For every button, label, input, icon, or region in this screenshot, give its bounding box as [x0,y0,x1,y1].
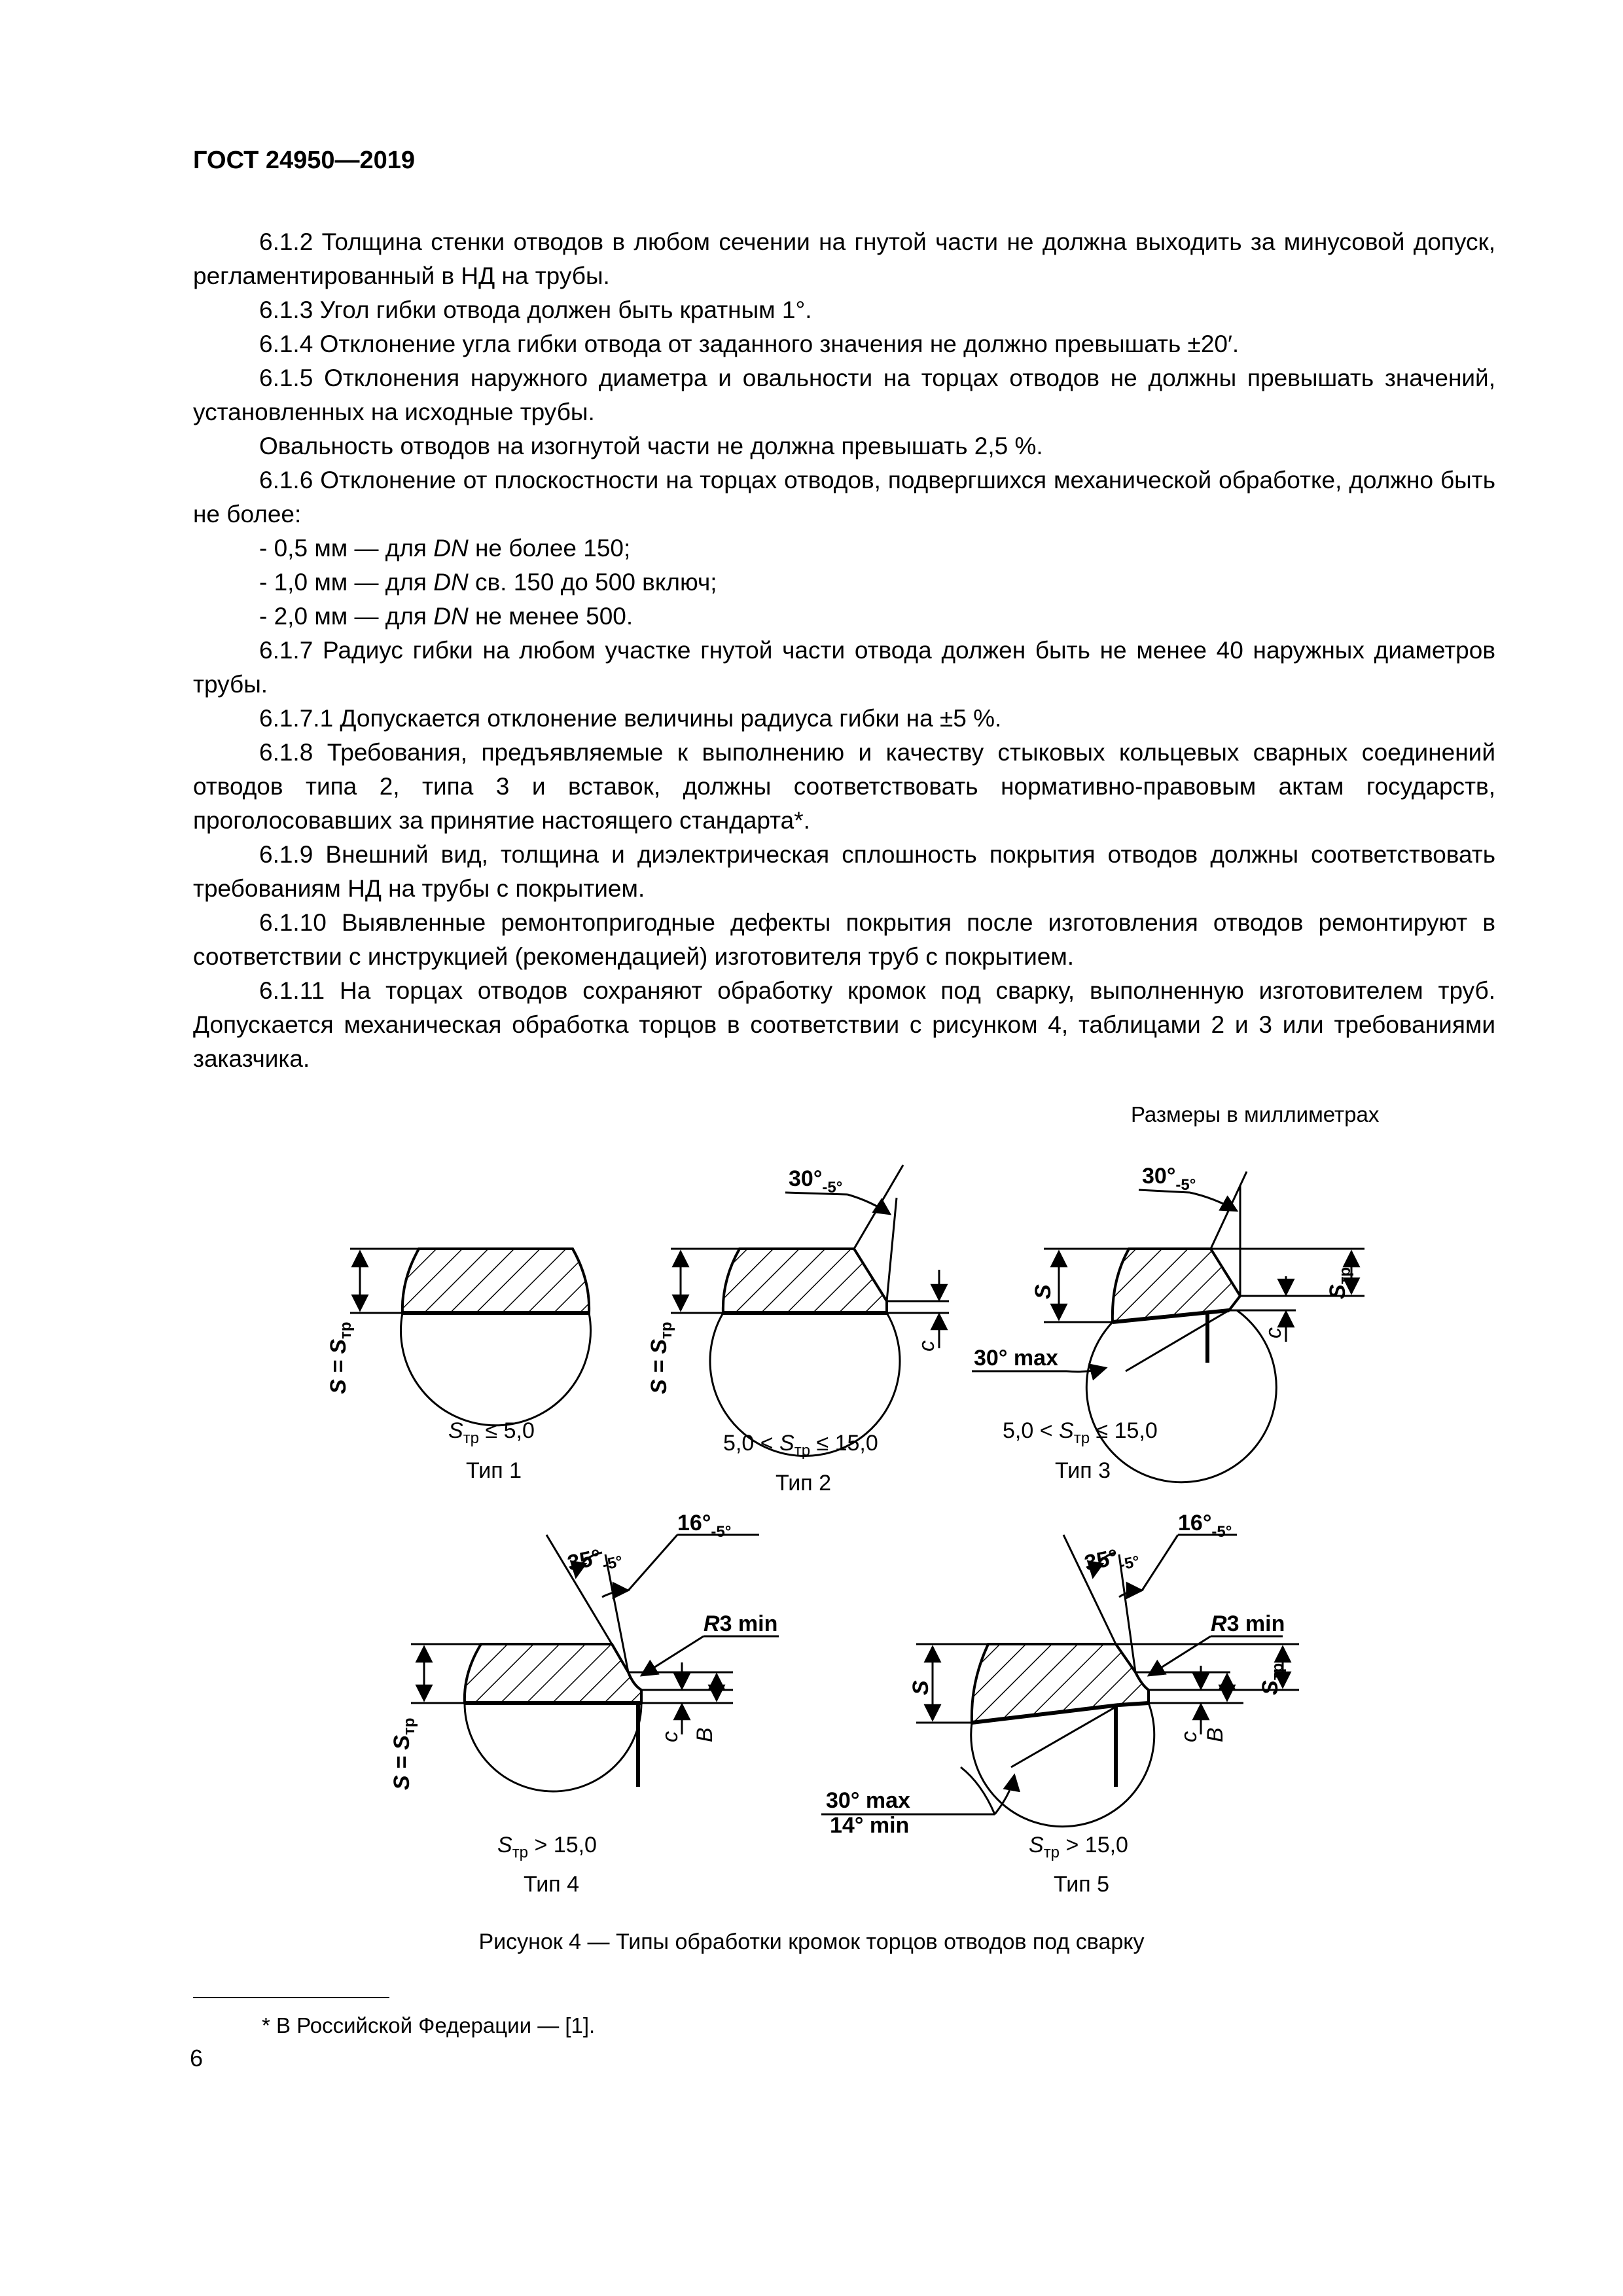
type-4-angle16-label: $16^\circ_{-5^\circ}$ [677,1511,732,1541]
list-item: - 0,5 мм — для DN не более 150; [259,535,631,562]
type-3-c-label: c [1261,1327,1286,1338]
type-5-r3-label: R3 min [1211,1611,1285,1636]
footnote: * В Российской Федерации — [1]. [262,2013,596,2037]
type-3-condition: $5,0 < S_{тр} \le 15,0$ [1003,1418,1158,1447]
footnote-divider [193,1997,389,1998]
type-4-s-label: $S = S_{тр}$ [389,1717,418,1790]
paragraph-6-1-2: 6.1.2 Толщина стенки отводов в любом сечении на гнутой части не должна выходить за минусовой допуск, регламентированный в НД на трубы. [193,228,1495,289]
type-4-name: Тип 4 [524,1872,580,1897]
type-4-condition: $S_{тр} > 15,0$ [497,1833,597,1861]
type-5-angle16-label: $16^\circ_{-5^\circ}$ [1178,1511,1232,1541]
type-3-angle-label: $30^\circ_{-5^\circ}$ [1142,1164,1196,1194]
units-note: Размеры в миллиметрах [1131,1102,1380,1126]
paragraph-6-1-10: 6.1.10 Выявленные ремонтопригодные дефекты покрытия после изготовления отводов ремонтируют в соответствии с инструкцией (рекомендацией) изготовителя труб с покрытием. [193,909,1495,970]
type-5-min-label: 14° min [830,1813,910,1838]
type-2-condition: $5,0 < S_{тр} \le 15,0$ [723,1431,878,1460]
paragraph-6-1-11: 6.1.11 На торцах отводов сохраняют обработку кромок под сварку, выполненную изготовителем труб. Допускается механическая обработка торцов в соответствии с рисунком 4, таблицами 2 и 3 или требованиями заказчика. [193,977,1495,1072]
paragraph-6-1-8: 6.1.8 Требования, предъявляемые к выполнению и качеству стыковых кольцевых сварных соединений отводов типа 2, типа 3 и вставок, должны соответствовать нормативно-правовым актам государств, проголосовавших за принятие настоящего стандарта*. [193,739,1495,834]
type-3-name: Тип 3 [1055,1458,1111,1483]
type-2-c-label: c [914,1340,939,1352]
type-2-name: Тип 2 [776,1471,832,1496]
figure-caption: Рисунок 4 — Типы обработки кромок торцов отводов под сварку [478,1929,1145,1954]
paragraph-6-1-9: 6.1.9 Внешний вид, толщина и диэлектрическая сплошность покрытия отводов должны соответствовать требованиям НД на трубы с покрытием. [193,841,1495,902]
type-5-b-label: B [1203,1727,1228,1742]
paragraph-6-1-7-1: 6.1.7.1 Допускается отклонение величины радиуса гибки на ±5 %. [259,705,1002,732]
type-4-angle35-label: $35^\circ_{-5^\circ}$ [565,1544,624,1576]
type-5-max-label: 30° max [826,1788,910,1813]
type-3-s-label: S [1031,1284,1056,1299]
type-4-b-label: B [692,1727,717,1742]
type-5-str-label: $S_{тр}$ [1258,1662,1287,1695]
list-item: - 2,0 мм — для DN не менее 500. [259,603,633,630]
type-5-s-label: S [908,1680,933,1695]
paragraph-6-1-5: 6.1.5 Отклонения наружного диаметра и овальности на торцах отводов не должны превышать значений, установленных на исходные трубы. [193,365,1495,425]
type-2-angle-label: $30^\circ_{-5^\circ}$ [789,1166,843,1196]
paragraph-6-1-3: 6.1.3 Угол гибки отвода должен быть кратным 1°. [259,296,812,323]
type-1-condition: $S_{тр} \le 5,0$ [448,1418,535,1447]
type-2-diagram [671,1165,949,1456]
type-1-diagram [350,1249,591,1426]
type-5-name: Тип 5 [1054,1872,1110,1897]
type-3-max-label: 30° max [974,1346,1058,1371]
type-1-name: Тип 1 [466,1458,522,1483]
type-1-s-label: $S = S_{тр}$ [326,1321,355,1394]
type-4-r3-label: R3 min [704,1611,778,1636]
type-5-diagram [821,1535,1299,1827]
paragraph-6-1-5-ovality: Овальность отводов на изогнутой части не должна превышать 2,5 %. [259,433,1043,459]
list-item: - 1,0 мм — для DN св. 150 до 500 включ; [259,569,717,596]
paragraph-6-1-4: 6.1.4 Отклонение угла гибки отвода от заданного значения не должно превышать ±20′. [259,331,1240,357]
document-header: ГОСТ 24950—2019 [193,147,416,174]
paragraph-6-1-7: 6.1.7 Радиус гибки на любом участке гнутой части отвода должен быть не менее 40 наружных диаметров трубы. [193,637,1495,698]
type-2-s-label: $S = S_{тр}$ [647,1321,675,1394]
type-5-c-label: c [1177,1731,1202,1742]
paragraph-6-1-6: 6.1.6 Отклонение от плоскостности на торцах отводов, подвергшихся механической обработке, должно быть не более: [193,467,1495,528]
page-number: 6 [190,2045,204,2072]
type-4-diagram [411,1535,779,1791]
type-4-c-label: c [658,1731,683,1742]
type-3-diagram [972,1172,1364,1482]
type-5-condition: $S_{тр} > 15,0$ [1029,1833,1128,1861]
body-text [193,225,1495,1076]
type-3-str-label: $S_{тр}$ [1325,1266,1354,1299]
type-5-angle35-label: $35^\circ_{-5^\circ}$ [1082,1544,1141,1576]
